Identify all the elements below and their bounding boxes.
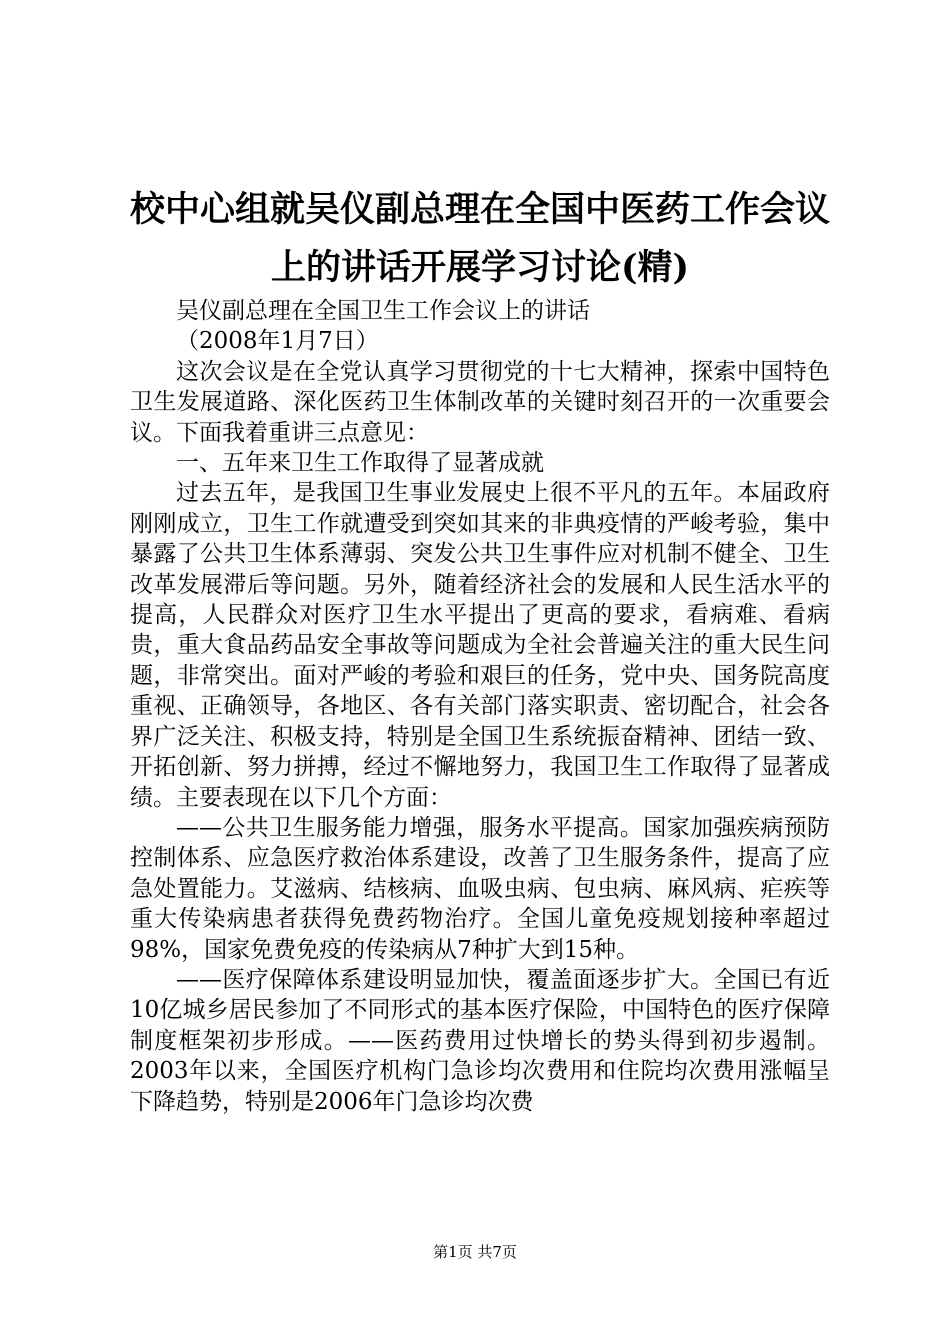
document-body — [130, 296, 830, 1117]
paragraph-public-health: ——公共卫生服务能力增强，服务水平提高。国家加强疾病预防控制体系、应急医疗救治体系建设，改善了卫生服务条件，提高了应急处置能力。艾滋病、结核病、血吸虫病、包虫病、麻风病、疟疾等重大传染病患者获得免费药物治疗。全国儿童免疫规划接种率超过98%，国家免费免疫的传染病从7种扩大到15种。 — [130, 814, 830, 963]
paragraph-section-heading: 一、五年来卫生工作取得了显著成就 — [176, 450, 544, 477]
paragraph-speech-title: 吴仪副总理在全国卫生工作会议上的讲话 — [176, 298, 590, 324]
paragraph-medical-insurance: ——医疗保障体系建设明显加快，覆盖面逐步扩大。全国已有近10亿城乡居民参加了不同形式的基本医疗保险，中国特色的医疗保障制度框架初步形成。——医药费用过快增长的势头得到初步遏制。2003年以来，全国医疗机构门急诊均次费用和住院均次费用涨幅呈下降趋势，特别是2006年门急诊均次费 — [130, 966, 830, 1115]
document-title-line-2: 上的讲话开展学习讨论(精) — [270, 247, 690, 288]
paragraph-intro: 这次会议是在全党认真学习贯彻党的十七大精神，探索中国特色卫生发展道路、深化医药卫生体制改革的关键时刻召开的一次重要会议。下面我着重讲三点意见： — [130, 358, 830, 446]
document-title-line-1: 校中心组就吴仪副总理在全国中医药工作会议 — [129, 189, 830, 230]
paragraph-past-five-years: 过去五年，是我国卫生事业发展史上很不平凡的五年。本届政府刚刚成立，卫生工作就遭受到突如其来的非典疫情的严峻考验，集中暴露了公共卫生体系薄弱、突发公共卫生事件应对机制不健全、卫生改革发展滞后等问题。另外，随着经济社会的发展和人民生活水平的提高，人民群众对医疗卫生水平提出了更高的要求，看病难、看病贵，重大食品药品安全事故等问题成为全社会普遍关注的重大民生问题，非常突出。面对严峻的考验和艰巨的任务，党中央、国务院高度重视、正确领导，各地区、各有关部门落实职责、密切配合，社会各界广泛关注、积极支持，特别是全国卫生系统振奋精神、团结一致、开拓创新、努力拼搏，经过不懈地努力，我国卫生工作取得了显著成绩。主要表现在以下几个方面： — [130, 480, 830, 811]
paragraph-date: （2008年1月7日） — [176, 328, 379, 355]
page-footer: 第1页 共7页 — [433, 1243, 517, 1261]
